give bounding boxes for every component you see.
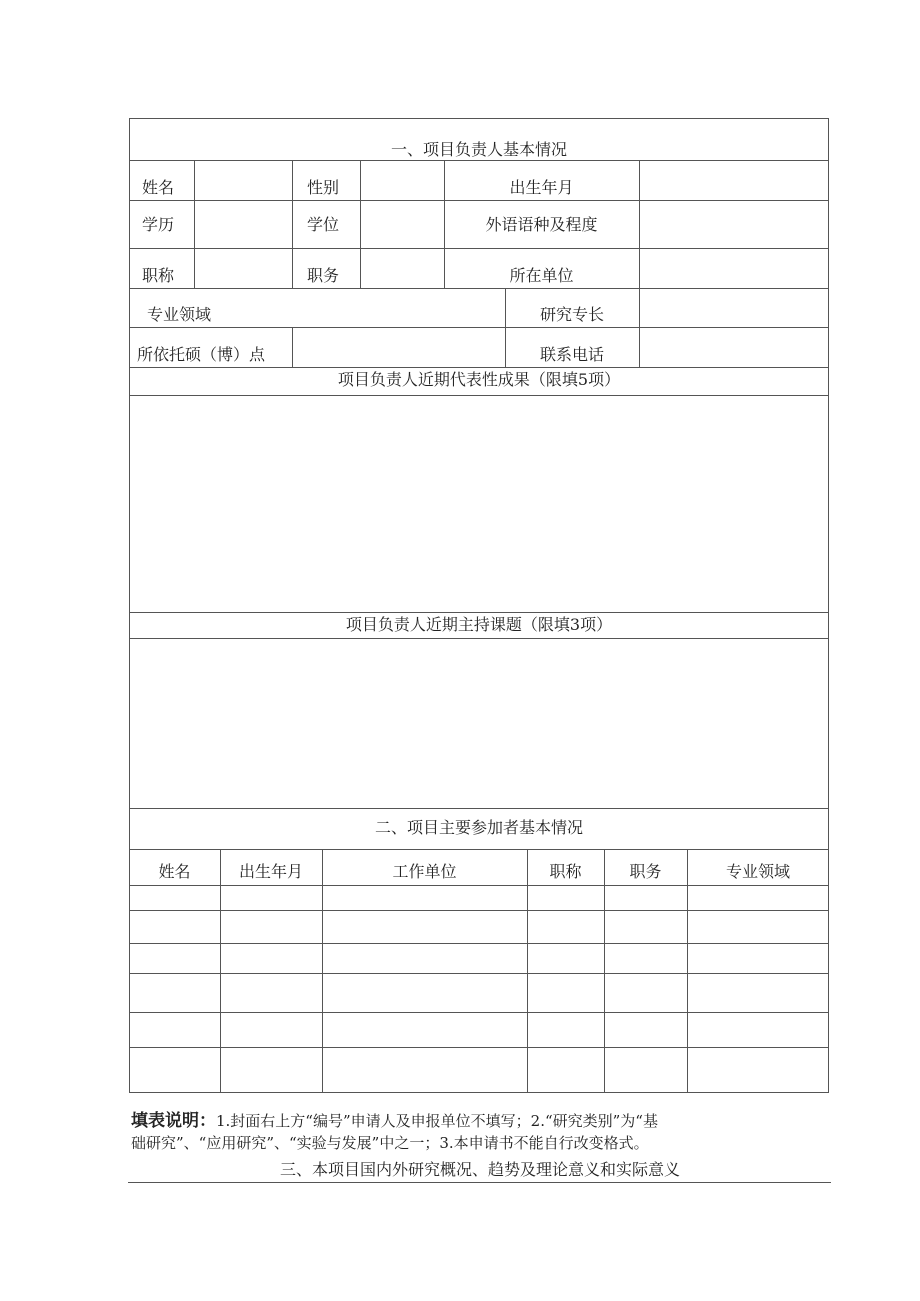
achievements-title: 项目负责人近期代表性成果（限填5项） [337,370,621,389]
name-label: 姓名 [142,178,175,197]
section3-divider [128,1182,831,1183]
col-title: 职称 [549,862,582,881]
section2-title: 二、项目主要参加者基本情况 [374,818,583,837]
projects-title: 项目负责人近期主持课题（限填3项） [345,615,613,634]
col-field: 专业领域 [725,862,790,881]
application-form-table [129,118,829,1092]
instructions-label: 填表说明： [131,1111,216,1131]
col-work-unit: 工作单位 [392,862,457,881]
instructions-line2: 础研究”、“应用研究”、“实验与发展”中之一；3.本申请书不能自行改变格式。 [131,1134,649,1152]
form-instructions [131,1110,831,1154]
work-unit-label: 所在单位 [509,266,574,285]
col-name: 姓名 [158,862,191,881]
birth-date-label: 出生年月 [509,178,574,197]
degree-program-label: 所依托硕（博）点 [137,345,266,364]
instructions-line1: 1.封面右上方“编号”申请人及申报单位不填写；2.“研究类别”为“基 [216,1112,658,1130]
col-birth-date: 出生年月 [238,862,303,881]
section1-title: 一、项目负责人基本情况 [390,140,567,159]
degree-label: 学位 [307,215,340,234]
projects-area[interactable] [130,639,827,807]
achievements-area[interactable] [130,396,827,611]
col-position: 职务 [629,862,662,881]
professional-field-label: 专业领域 [147,305,212,324]
professional-title-label: 职称 [142,266,175,285]
education-label: 学历 [142,215,175,234]
research-specialty-label: 研究专长 [539,305,604,324]
gender-label: 性别 [307,178,340,197]
contact-phone-label: 联系电话 [539,345,604,364]
section3-title: 三、本项目国内外研究概况、趋势及理论意义和实际意义 [279,1160,680,1179]
foreign-language-label: 外语语种及程度 [485,215,598,234]
position-label: 职务 [307,266,340,285]
